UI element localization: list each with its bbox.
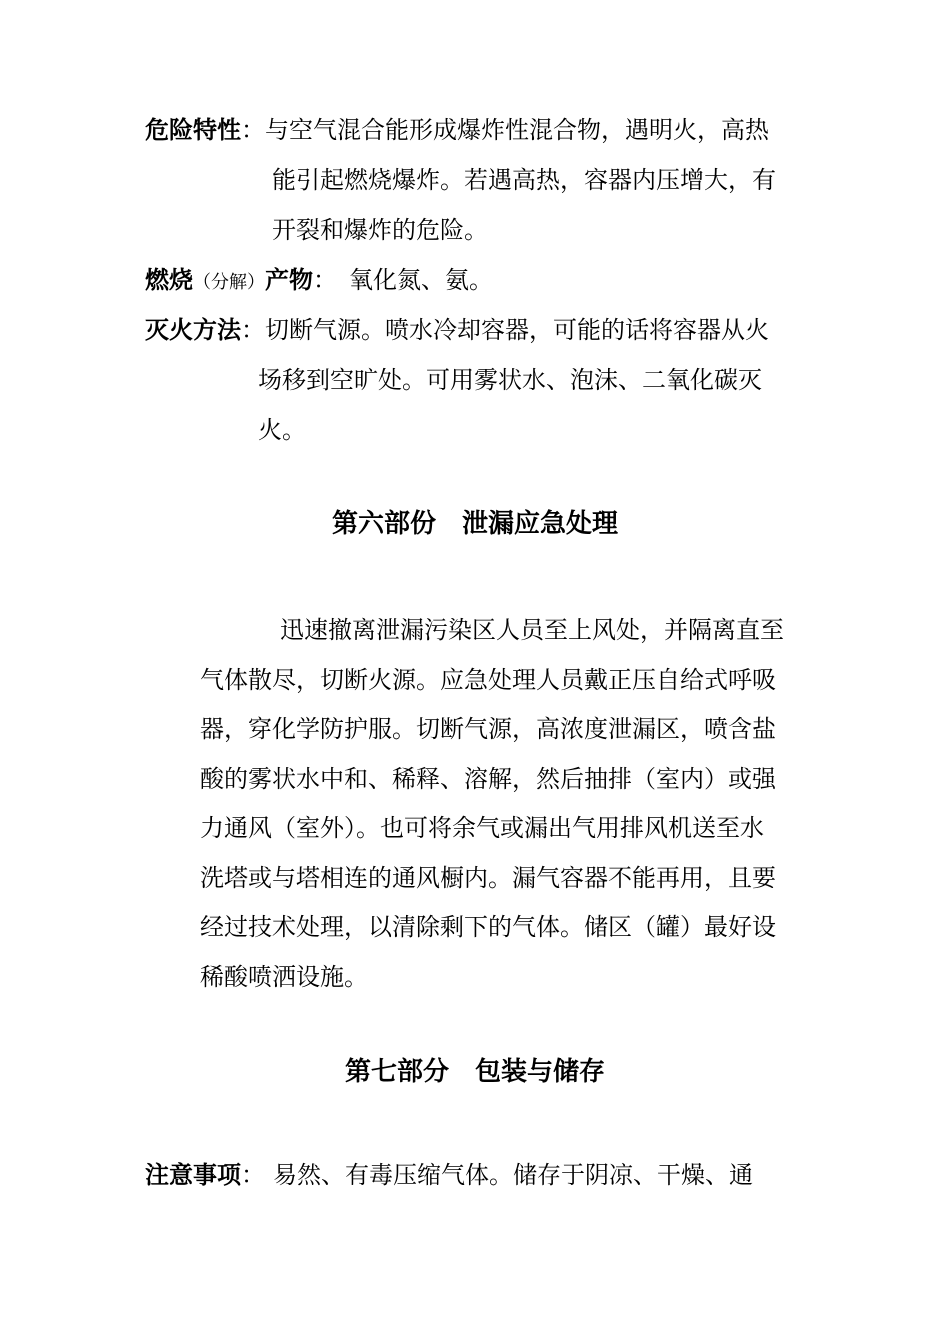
section6-line-4: 酸的雾状水中和、稀释、溶解，然后抽排（室内）或强 xyxy=(200,765,776,793)
section6-line-2: 气体散尽，切断火源。应急处理人员戴正压自给式呼吸 xyxy=(200,666,776,694)
section6-line-8: 稀酸喷洒设施。 xyxy=(200,963,368,991)
combustion-row xyxy=(145,265,493,298)
hazard-line-3: 开裂和爆炸的危险。 xyxy=(272,216,488,244)
extinguish-label: 灭火方法 xyxy=(145,316,241,344)
section6-line-7: 经过技术处理，以清除剩下的气体。储区（罐）最好设 xyxy=(200,913,776,941)
notice-label: 注意事项 xyxy=(145,1161,241,1189)
combustion-colon: ： xyxy=(313,266,337,294)
extinguish-row-1 xyxy=(145,315,769,345)
hazard-row-1 xyxy=(145,115,769,145)
section6-line-1: 迅速撤离泄漏污染区人员至上风处，并隔离直至 xyxy=(280,616,784,644)
section6-line-6: 洗塔或与塔相连的通风橱内。漏气容器不能再用，且要 xyxy=(200,864,776,892)
extinguish-line-2: 场移到空旷处。可用雾状水、泡沫、二氧化碳灭 xyxy=(258,366,762,394)
section6-line-3: 器，穿化学防护服。切断气源，高浓度泄漏区，喷含盐 xyxy=(200,715,776,743)
combustion-label-a: 燃烧 xyxy=(145,266,193,294)
section6-line-5: 力通风（室外）。也可将余气或漏出气用排风机送至水 xyxy=(200,814,764,842)
combustion-label-paren: （分解） xyxy=(193,272,265,293)
extinguish-colon: ： xyxy=(241,316,265,344)
hazard-line-1: 与空气混合能形成爆炸性混合物，遇明火，高热 xyxy=(265,116,769,144)
section7-title: 第七部分 包装与储存 xyxy=(344,1057,605,1087)
hazard-label: 危险特性 xyxy=(145,116,241,144)
section6-title: 第六部份 泄漏应急处理 xyxy=(331,509,618,539)
combustion-text: 氧化氮、氨。 xyxy=(349,266,493,294)
extinguish-line-1: 切断气源。喷水冷却容器，可能的话将容器从火 xyxy=(265,316,769,344)
extinguish-line-3: 火。 xyxy=(258,416,306,444)
notice-text: 易然、有毒压缩气体。储存于阴凉、干燥、通 xyxy=(273,1161,753,1189)
hazard-line-2: 能引起燃烧爆炸。若遇高热，容器内压增大，有 xyxy=(272,166,776,194)
notice-colon: ： xyxy=(241,1161,265,1189)
hazard-colon: ： xyxy=(241,116,265,144)
notice-row xyxy=(145,1160,753,1190)
combustion-label-b: 产物 xyxy=(265,266,313,294)
